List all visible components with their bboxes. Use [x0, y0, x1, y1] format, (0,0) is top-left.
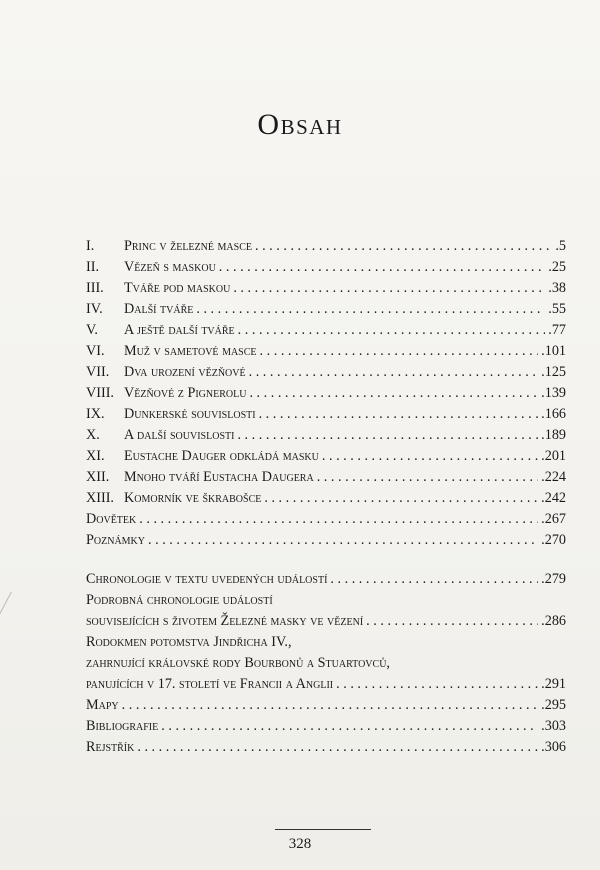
- entry-page: .295: [541, 697, 566, 713]
- chapter-title: Dva urození vězňové: [124, 364, 246, 380]
- chapter-number: I.: [86, 238, 95, 254]
- toc-entry: [86, 257, 566, 277]
- chapter-page: .77: [548, 322, 566, 338]
- chapter-title: Vězňové z Pignerolu: [124, 385, 247, 401]
- dot-leader: [260, 341, 539, 361]
- chapter-number: VIII.: [86, 385, 114, 401]
- toc-entry: [86, 236, 566, 256]
- chapter-page: .224: [541, 469, 566, 485]
- dot-leader: [161, 716, 538, 736]
- toc-entry: [86, 341, 566, 361]
- toc-entry-index: [86, 737, 566, 757]
- dot-leader: [219, 257, 545, 277]
- chapter-page: .166: [541, 406, 566, 422]
- chapter-page: .125: [541, 364, 566, 380]
- dot-leader: [249, 383, 538, 403]
- toc-entry-family-tree-line1: Rodokmen potomstva Jindřicha IV.,: [86, 634, 292, 650]
- chapter-number: VI.: [86, 343, 105, 359]
- dot-leader: [330, 569, 538, 589]
- entry-title: Chronologie v textu uvedených událostí: [86, 571, 328, 587]
- dot-leader: [249, 362, 539, 382]
- entry-page: .286: [541, 613, 566, 629]
- toc-entry: [86, 425, 566, 445]
- chapter-number: VII.: [86, 364, 110, 380]
- toc-entry: [86, 467, 566, 487]
- chapter-title: Muž v sametové masce: [124, 343, 257, 359]
- entry-title: Mapy: [86, 697, 119, 713]
- toc-entry-family-tree-line2: zahrnující královské rody Bourbonů a Stuartovců,: [86, 655, 390, 671]
- dot-leader: [255, 236, 552, 256]
- margin-scratch: [0, 592, 21, 629]
- toc-entry: [86, 383, 566, 403]
- entry-title: Poznámky: [86, 532, 145, 548]
- dot-leader: [139, 509, 538, 529]
- toc-entry: [86, 404, 566, 424]
- toc-entry-chronology: [86, 569, 566, 589]
- chapter-number: XII.: [86, 469, 110, 485]
- chapter-number: V.: [86, 322, 98, 338]
- chapter-title: Mnoho tváří Eustacha Daugera: [124, 469, 314, 485]
- chapter-number: IX.: [86, 406, 105, 422]
- entry-title: Bibliografie: [86, 718, 159, 734]
- dot-leader: [366, 611, 538, 631]
- chapter-title: Dunkerské souvislosti: [124, 406, 256, 422]
- chapter-title: A další souvislosti: [124, 427, 235, 443]
- toc-entry-detailed-chronology: [86, 611, 566, 631]
- chapter-number: X.: [86, 427, 100, 443]
- chapter-number: XIII.: [86, 490, 114, 506]
- dot-leader: [259, 404, 539, 424]
- toc-entry: [86, 362, 566, 382]
- footer-rule: [275, 829, 371, 830]
- entry-page: .279: [541, 571, 566, 587]
- dot-leader: [122, 695, 539, 715]
- entry-page: .270: [541, 532, 566, 548]
- dot-leader: [148, 530, 538, 550]
- chapter-page: .201: [541, 448, 566, 464]
- dot-leader: [336, 674, 538, 694]
- entry-title: panujících v 17. století ve Francii a Anglii: [86, 676, 334, 692]
- chapter-page: .38: [548, 280, 566, 296]
- dot-leader: [322, 446, 538, 466]
- page-title: Obsah: [257, 108, 343, 141]
- dot-leader: [196, 299, 545, 319]
- chapter-number: IV.: [86, 301, 103, 317]
- chapter-page: .25: [548, 259, 566, 275]
- toc-entry: [86, 299, 566, 319]
- dot-leader: [233, 278, 545, 298]
- toc-entry: [86, 320, 566, 340]
- dot-leader: [317, 467, 538, 487]
- toc-entry-notes: [86, 530, 566, 550]
- chapter-title: A ještě další tváře: [124, 322, 235, 338]
- toc-entry-maps: [86, 695, 566, 715]
- entry-page: .306: [541, 739, 566, 755]
- chapter-title: Princ v železné masce: [124, 238, 252, 254]
- chapter-title: Eustache Dauger odkládá masku: [124, 448, 319, 464]
- toc-entry: [86, 278, 566, 298]
- toc-entry-family-tree: [86, 674, 566, 694]
- chapter-title: Vězeň s maskou: [124, 259, 216, 275]
- chapter-page: .5: [555, 238, 566, 254]
- chapter-number: XI.: [86, 448, 105, 464]
- dot-leader: [264, 488, 538, 508]
- chapter-page: .242: [541, 490, 566, 506]
- page-number: 328: [288, 836, 312, 852]
- dot-leader: [238, 320, 546, 340]
- chapter-title: Komorník ve škrabošce: [124, 490, 262, 506]
- chapter-page: .139: [541, 385, 566, 401]
- entry-page: .291: [541, 676, 566, 692]
- chapter-page: .55: [548, 301, 566, 317]
- entry-title: Dovětek: [86, 511, 137, 527]
- toc-entry-bibliography: [86, 716, 566, 736]
- chapter-number: II.: [86, 259, 99, 275]
- chapter-number: III.: [86, 280, 104, 296]
- toc-entry: [86, 488, 566, 508]
- entry-title: souvisejících s životem Železné masky ve vězení: [86, 613, 364, 629]
- entry-title: Rejstřík: [86, 739, 135, 755]
- toc-entry-detailed-chronology-line1: Podrobná chronologie událostí: [86, 592, 273, 608]
- entry-page: .303: [541, 718, 566, 734]
- toc-entry-afterword: [86, 509, 566, 529]
- toc-entry: [86, 446, 566, 466]
- chapter-page: .189: [541, 427, 566, 443]
- entry-page: .267: [541, 511, 566, 527]
- dot-leader: [237, 425, 538, 445]
- chapter-page: .101: [541, 343, 566, 359]
- dot-leader: [137, 737, 538, 757]
- chapter-title: Tváře pod maskou: [124, 280, 231, 296]
- chapter-title: Další tváře: [124, 301, 194, 317]
